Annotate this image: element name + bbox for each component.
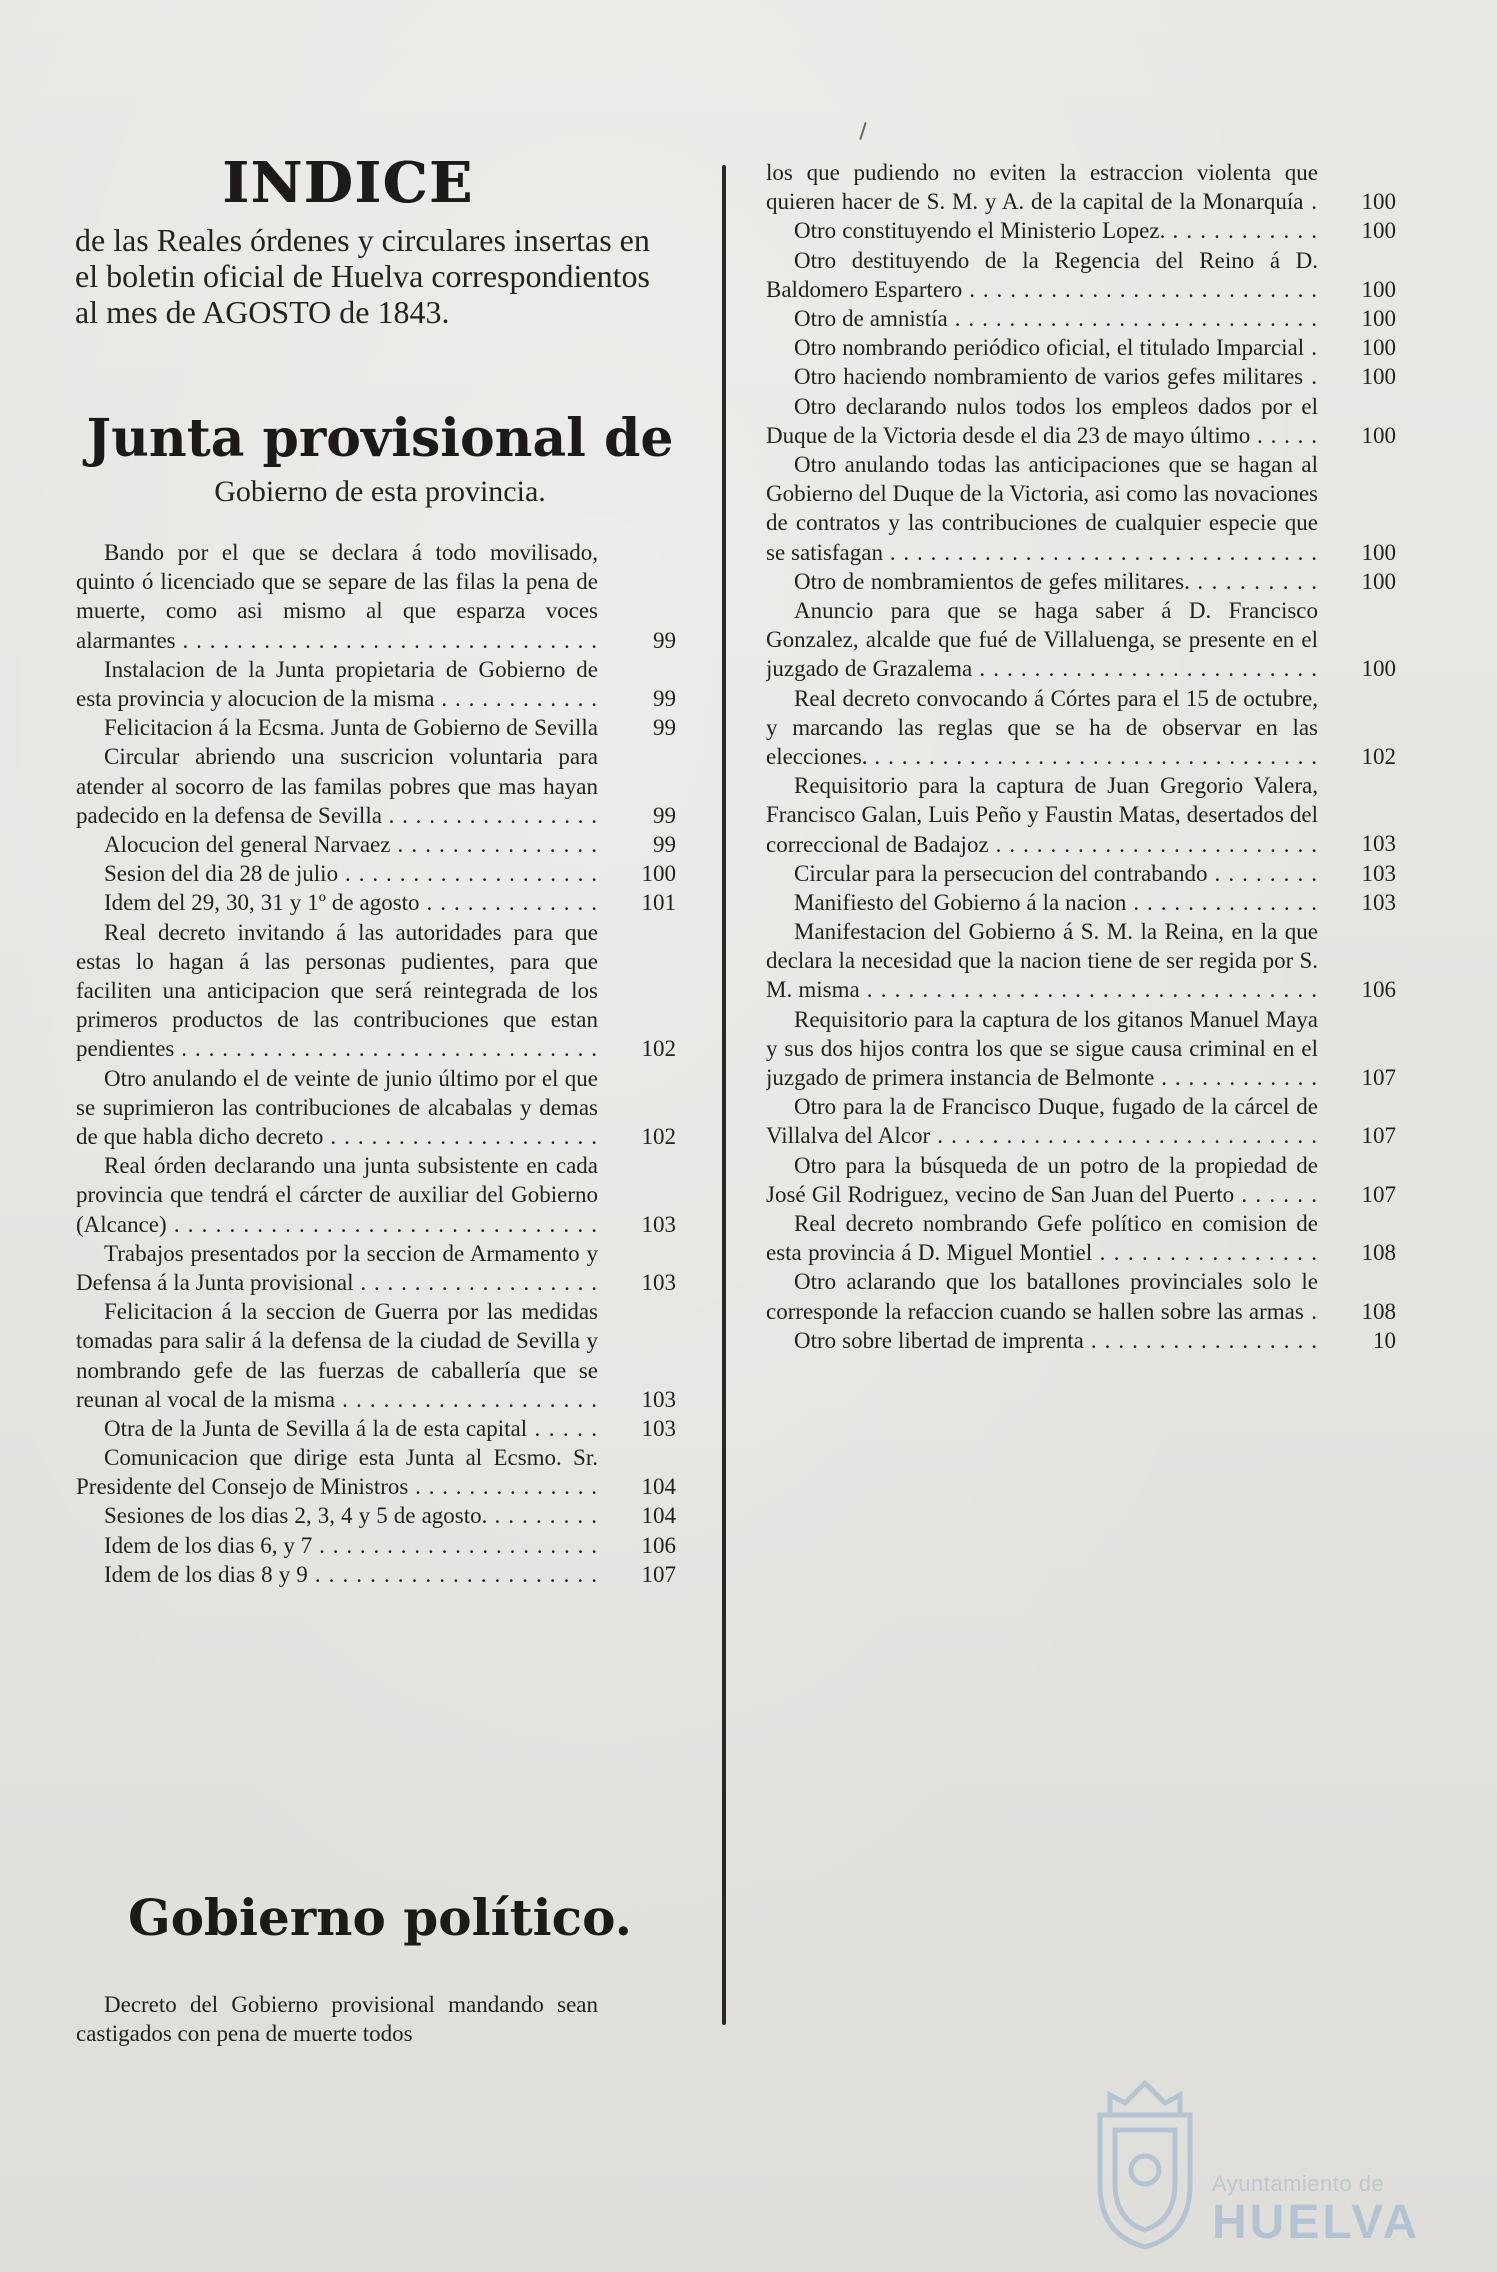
entry-text: Otro destituyendo de la Regencia del Reino á D. Baldomero Espartero . . .: [766, 248, 1318, 304]
entry-body: [766, 1209, 1318, 1267]
entry-page-number: 106: [1361, 977, 1396, 1003]
entry-text: Comunicacion que dirige esta Junta al Ecsmo. Sr. Presidente del Consejo de Ministros . . .: [76, 1445, 598, 1501]
entry-page-number: 99: [653, 831, 676, 857]
entry-text: Felicitacion á la seccion de Guerra por las medidas tomadas para salir á la defensa de la ciudad de Sevilla y nombrando gefe de las fuerzas de caballería que se reunan al vocal de la misma . . .: [76, 1299, 598, 1414]
watermark: [1080, 2075, 1470, 2255]
entry-body: [766, 888, 1318, 917]
entry-page-number: 100: [1361, 189, 1396, 215]
entry-text: Otro nombrando periódico oficial, el titulado Imparcial . . .: [766, 335, 1318, 362]
entry-page-number: 100: [1361, 276, 1396, 302]
entry-text: Trabajos presentados por la seccion de Armamento y Defensa á la Junta provisional . . .: [76, 1241, 598, 1297]
entry-body: [766, 1326, 1318, 1355]
entry-text: Requisitorio para la captura de Juan Gregorio Valera, Francisco Galan, Luis Peño y Faustin Matas, desertados del correccional de Badajoz . . .: [766, 773, 1318, 859]
entry-page-number: 100: [1361, 539, 1396, 565]
index-intro: de las Reales órdenes y circulares insertas en el boletin oficial de Huelva correspondientos al mes de AGOSTO de 1843.: [75, 222, 650, 330]
entry-body: [766, 567, 1318, 596]
entry-page-number: 100: [1361, 305, 1396, 331]
list-item: [766, 392, 1396, 450]
junta-entries-list: [76, 538, 676, 1589]
list-item: [766, 304, 1396, 333]
entry-text: Bando por el que se declara á todo movilisado, quinto ó licenciado que se separe de las filas la pena de muerte, como asi mismo al que esparza voces alarmantes . . .: [76, 540, 598, 655]
entry-text: Real decreto invitando á las autoridades para que estas lo hagan á las personas pudientes, para que faciliten una anticipacion que será reintegrada de los primeros productos de las contribuciones que estan pendientes . . .: [76, 920, 598, 1064]
entry-text: Otro sobre libertad de imprenta . . .: [766, 1328, 1318, 1355]
entry-page-number: 103: [1361, 831, 1396, 857]
entry-page-number: 107: [1361, 1181, 1396, 1207]
entry-page-number: 103: [1361, 860, 1396, 886]
entry-text: Otro constituyendo el Ministerio Lopez. . . .: [766, 218, 1318, 245]
entry-text: Otro declarando nulos todos los empleos dados por el Duque de la Victoria desde el dia 23 de mayo último . . .: [766, 394, 1318, 450]
list-item: [76, 1560, 676, 1589]
entry-body: [766, 450, 1318, 567]
entry-body: [766, 684, 1318, 772]
entry-body: [76, 1560, 598, 1589]
list-item: [766, 1092, 1396, 1150]
entry-body: [766, 333, 1318, 362]
list-item: [766, 771, 1396, 859]
list-item: [76, 1151, 676, 1239]
entry-body: [76, 655, 598, 713]
entry-page-number: 102: [641, 1123, 676, 1149]
entry-page-number: 106: [641, 1532, 676, 1558]
entry-text: Otro anulando todas las anticipaciones que se hagan al Gobierno del Duque de la Victoria, asi como las novaciones de contratos y las contribuciones de cualquier especie que se satisfagan . . .: [766, 452, 1318, 567]
entry-text: Otro anulando el de veinte de junio último por el que se suprimieron las contribuciones de alcabalas y demas de que habla dicho decreto . . .: [76, 1066, 598, 1152]
list-item: [766, 450, 1396, 567]
entry-body: [76, 1443, 598, 1501]
entry-page-number: 99: [653, 715, 676, 741]
entry-page-number: 100: [1361, 422, 1396, 448]
entry-text: Real órden declarando una junta subsistente en cada provincia que tendrá el cárcter de auxiliar del Gobierno (Alcance) . . .: [76, 1153, 598, 1239]
entry-page-number: 100: [1361, 218, 1396, 244]
entry-body: [766, 1005, 1318, 1093]
entry-body: [766, 1267, 1318, 1325]
section-heading-gobierno: Gobierno político.: [128, 1888, 632, 1947]
list-item: [76, 538, 676, 655]
list-item: [76, 888, 676, 917]
list-item: [766, 246, 1396, 304]
entry-page-number: 101: [641, 890, 676, 916]
entry-page-number: 107: [641, 1561, 676, 1587]
list-item: [76, 859, 676, 888]
entry-text: Otro haciendo nombramiento de varios gefes militares . . .: [766, 364, 1318, 391]
entry-text: Circular para la persecucion del contrabando . . .: [766, 861, 1318, 888]
entry-page-number: 100: [641, 861, 676, 887]
column-divider: [722, 165, 726, 2025]
entry-body: [76, 859, 598, 888]
watermark-line1: Ayuntamiento de: [1212, 2171, 1385, 2196]
entry-body: [766, 1092, 1318, 1150]
index-title: INDICE: [222, 150, 474, 216]
list-item: [76, 918, 676, 1064]
list-item: [766, 1209, 1396, 1267]
entry-text: Manifestacion del Gobierno á S. M. la Reina, en la que declara la necesidad que la nacion tiene de ser regida por S. M. misma . . .: [766, 919, 1318, 1005]
list-item: [766, 158, 1396, 216]
entry-text: Otro de nombramientos de gefes militares. . . .: [766, 569, 1318, 596]
entry-page-number: 100: [1361, 656, 1396, 682]
list-item: [766, 362, 1396, 391]
entry-page-number: 10: [1373, 1327, 1396, 1353]
entry-page-number: 99: [653, 802, 676, 828]
list-item: [76, 1531, 676, 1560]
entry-body: [766, 304, 1318, 333]
entry-body: [76, 918, 598, 1064]
list-item: [766, 596, 1396, 684]
entry-page-number: 103: [641, 1211, 676, 1237]
city-shield-icon: [1080, 2075, 1210, 2255]
list-item: [76, 1990, 676, 2048]
section-subheading-junta: Gobierno de esta provincia.: [214, 475, 546, 508]
entry-body: [76, 538, 598, 655]
list-item: [766, 567, 1396, 596]
entry-text: Circular abriendo una suscricion voluntaria para atender al socorro de las familas pobres que mas hayan padecido en la defensa de Sevilla . . .: [76, 744, 598, 830]
entry-page-number: 102: [1361, 743, 1396, 769]
entry-text: Idem de los dias 8 y 9 . . .: [76, 1562, 598, 1589]
entry-text: Felicitacion á la Ecsma. Junta de Gobierno de Sevilla . . .: [76, 715, 598, 742]
list-item: [76, 655, 676, 713]
list-item: [766, 684, 1396, 772]
list-item: [76, 1239, 676, 1297]
entry-body: [76, 1531, 598, 1560]
list-item: [76, 742, 676, 830]
entry-body: [76, 830, 598, 859]
entry-text: Idem del 29, 30, 31 y 1º de agosto . . .: [76, 890, 598, 917]
list-item: [76, 830, 676, 859]
list-item: [766, 888, 1396, 917]
entry-page-number: 100: [1361, 335, 1396, 361]
list-item: [76, 713, 676, 742]
entry-page-number: 107: [1361, 1065, 1396, 1091]
entry-body: [766, 917, 1318, 1005]
entry-body: [76, 1414, 598, 1443]
entry-page-number: 99: [653, 627, 676, 653]
entry-text: Decreto del Gobierno provisional mandando sean castigados con pena de muerte todos: [76, 1992, 598, 2047]
entry-text: Otro para la de Francisco Duque, fugado de la cárcel de Villalva del Alcor . . .: [766, 1094, 1318, 1150]
entry-body: [76, 1501, 598, 1530]
gobierno-first-entry: [76, 1990, 676, 2048]
entry-page-number: 103: [641, 1269, 676, 1295]
entry-page-number: 102: [641, 1036, 676, 1062]
entry-page-number: 108: [1361, 1298, 1396, 1324]
entry-text: Manifiesto del Gobierno á la nacion . . .: [766, 890, 1318, 917]
entry-body: [766, 158, 1318, 216]
list-item: [766, 1151, 1396, 1209]
entry-page-number: 107: [1361, 1123, 1396, 1149]
entry-page-number: 104: [641, 1474, 676, 1500]
entry-text: Idem de los dias 6, y 7 . . .: [76, 1533, 598, 1560]
entry-body: [76, 1151, 598, 1239]
entry-body: [76, 1297, 598, 1414]
entry-body: [766, 246, 1318, 304]
entry-body: [76, 1239, 598, 1297]
entry-body: [766, 771, 1318, 859]
list-item: [766, 917, 1396, 1005]
entry-body: [766, 216, 1318, 245]
list-item: [766, 216, 1396, 245]
entry-body: [766, 392, 1318, 450]
entry-text: Alocucion del general Narvaez . . .: [76, 832, 598, 859]
entry-text: Instalacion de la Junta propietaria de Gobierno de esta provincia y alocucion de la misma . . .: [76, 657, 598, 713]
entry-page-number: 103: [1361, 889, 1396, 915]
entry-text: Otra de la Junta de Sevilla á la de esta capital . . .: [76, 1416, 598, 1443]
entry-page-number: 103: [641, 1415, 676, 1441]
list-item: [766, 1326, 1396, 1355]
entry-body: [76, 888, 598, 917]
entry-text: Requisitorio para la captura de los gitanos Manuel Maya y sus dos hijos contra los que se sigue causa criminal en el juzgado de primera instancia de Belmonte . . .: [766, 1007, 1318, 1093]
list-item: [76, 1501, 676, 1530]
entry-page-number: 104: [641, 1503, 676, 1529]
entry-page-number: 100: [1361, 364, 1396, 390]
entry-text: Anuncio para que se haga saber á D. Francisco Gonzalez, alcalde que fué de Villaluenga, se presente en el juzgado de Grazalema . . .: [766, 598, 1318, 684]
entry-body: [766, 859, 1318, 888]
list-item: [766, 1005, 1396, 1093]
list-item: [76, 1443, 676, 1501]
list-item: [76, 1297, 676, 1414]
entry-body: [766, 596, 1318, 684]
entry-text: Real decreto convocando á Córtes para el 15 de octubre, y marcando las reglas que se ha de observar en las elecciones. . . .: [766, 686, 1318, 772]
gobierno-entries-list: [766, 158, 1396, 1355]
entry-text: Real decreto nombrando Gefe político en comision de esta provincia á D. Miguel Montiel . . .: [766, 1211, 1318, 1267]
entry-body: [76, 1064, 598, 1152]
entry-text: los que pudiendo no eviten la estraccion violenta que quieren hacer de S. M. y A. de la capital de la Monarquía . . .: [766, 160, 1318, 216]
list-item: [76, 1414, 676, 1443]
entry-body: [766, 1151, 1318, 1209]
entry-body: [76, 713, 598, 742]
list-item: [766, 1267, 1396, 1325]
entry-page-number: 100: [1361, 568, 1396, 594]
entry-text: Otro para la búsqueda de un potro de la propiedad de José Gil Rodriguez, vecino de San Juan del Puerto . . .: [766, 1153, 1318, 1209]
list-item: [76, 1064, 676, 1152]
entry-text: Otro aclarando que los batallones provinciales solo le corresponde la refaccion cuando se hallen sobre las armas . . .: [766, 1269, 1318, 1325]
entry-body: [76, 742, 598, 830]
entry-text: Otro de amnistía . . .: [766, 306, 1318, 333]
entry-page-number: 108: [1361, 1240, 1396, 1266]
list-item: [766, 333, 1396, 362]
entry-text: Sesiones de los dias 2, 3, 4 y 5 de agosto. . . .: [76, 1503, 598, 1530]
entry-text: Sesion del dia 28 de julio . . .: [76, 861, 598, 888]
entry-page-number: 99: [653, 685, 676, 711]
list-item: [766, 859, 1396, 888]
entry-page-number: 103: [641, 1386, 676, 1412]
ink-mark: [859, 122, 866, 140]
entry-body: [766, 362, 1318, 391]
watermark-line2: HUELVA: [1212, 2196, 1421, 2249]
section-heading-junta: Junta provisional de: [86, 408, 674, 469]
